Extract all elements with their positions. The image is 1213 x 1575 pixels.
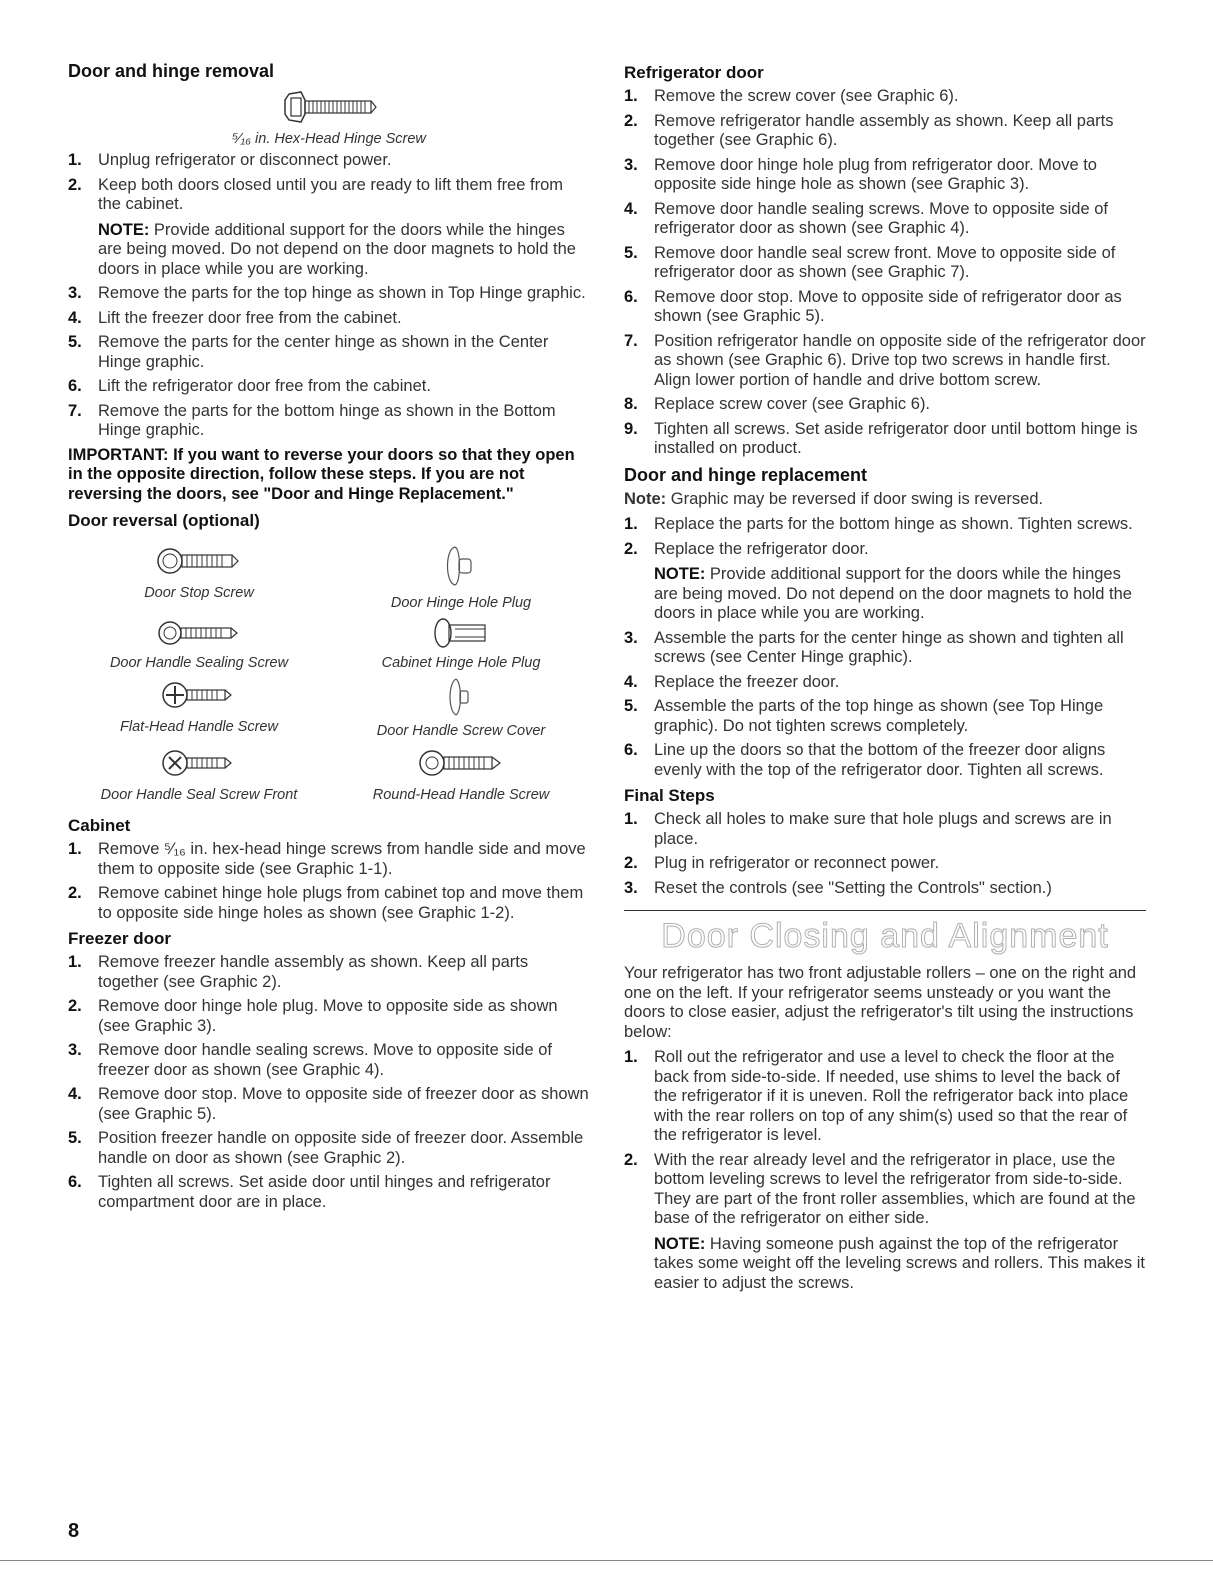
part-round-head-handle-screw: Round-Head Handle Screw xyxy=(330,743,592,803)
parts-grid xyxy=(68,541,590,803)
list-item: 2. Remove refrigerator handle assembly as shown. Keep all parts together (see Graphic 6). xyxy=(624,111,1114,149)
list-item: 6. Tighten all screws. Set aside door until hinges and refrigerator compartment door are in place. xyxy=(68,1173,551,1211)
list-item: 5. Assemble the parts of the top hinge as shown (see Top Hinge graphic). Do not tighten screws completely. xyxy=(624,697,1104,735)
part-flat-head-handle-screw: Flat-Head Handle Screw xyxy=(68,675,330,739)
door-closing-steps xyxy=(624,1048,1146,1293)
part-door-handle-screw-cover: Door Handle Screw Cover xyxy=(330,675,592,739)
list-item: 3. Reset the controls (see "Setting the Controls" section.) xyxy=(624,878,1052,897)
door-hinge-removal-steps xyxy=(68,151,590,441)
hex-head-hinge-screw-icon xyxy=(279,88,379,126)
replacement-note: Note: Graphic may be reversed if door swing is reversed. xyxy=(624,489,1044,508)
list-item: 1. Roll out the refrigerator and use a level to check the floor at the back from side-to-side. If needed, use shims to level the back of the refrigerator if it is uneven. Roll the refrigerator back into place with the rear rollers on top of any shim(s) used so that the rear of the refrigerator is level. xyxy=(624,1048,1129,1144)
list-item: 5. Remove the parts for the center hinge as shown in the Center Hinge graphic. xyxy=(68,333,549,371)
door-stop-screw-icon xyxy=(154,541,244,581)
list-item: 6. Remove door stop. Move to opposite side of refrigerator door as shown (see Graphic 5). xyxy=(624,287,1122,325)
round-head-handle-screw-icon xyxy=(416,743,506,783)
list-item: 7. Remove the parts for the bottom hinge as shown in the Bottom Hinge graphic. xyxy=(68,401,556,439)
list-item: 6. Line up the doors so that the bottom of the freezer door aligns evenly with the top of the refrigerator door. Tighten all screws. xyxy=(624,741,1106,779)
hex-head-hinge-screw-figure xyxy=(68,88,590,147)
door-closing-intro: Your refrigerator has two front adjustable rollers – one on the right and one on the left. If your refrigerator seems unsteady or you want the doors to close easier, adjust the refrigerator's tilt using the instructions below: xyxy=(624,964,1137,1041)
part-door-hinge-hole-plug: Door Hinge Hole Plug xyxy=(330,541,592,611)
door-reversal-heading: Door reversal (optional) xyxy=(68,511,260,530)
part-door-handle-sealing-screw: Door Handle Sealing Screw xyxy=(68,615,330,671)
door-hinge-replacement-heading: Door and hinge replacement xyxy=(624,464,868,485)
door-handle-screw-cover-icon xyxy=(436,675,486,719)
list-item: 3. Remove door handle sealing screws. Move to opposite side of freezer door as shown (see Graphic 4). xyxy=(68,1041,552,1079)
bottom-rule xyxy=(0,1560,1213,1561)
freezer-door-steps xyxy=(68,953,590,1212)
list-item: 1. Remove ⁵⁄₁₆ in. hex-head hinge screws from handle side and move them to opposite side (see Graphic 1-1). xyxy=(68,840,586,878)
list-item: 9. Tighten all screws. Set aside refrigerator door until bottom hinge is installed on product. xyxy=(624,419,1138,457)
list-item: 4. Remove door handle sealing screws. Move to opposite side of refrigerator door as shown (see Graphic 4). xyxy=(624,199,1108,237)
cabinet-heading: Cabinet xyxy=(68,816,131,835)
cabinet-steps xyxy=(68,840,590,923)
list-item: 2. Keep both doors closed until you are ready to lift them free from the cabinet. NOTE: Provide additional support for the doors while the hinges are being moved. Do not depend on the door magnets to hold the doors in place while you are working. xyxy=(68,176,590,280)
door-closing-alignment-title: Door Closing and Alignment xyxy=(661,917,1109,955)
cabinet-hinge-hole-plug-icon xyxy=(421,615,501,651)
page-number: 8 xyxy=(68,1520,80,1542)
list-item: 2. With the rear already level and the refrigerator in place, use the bottom leveling screws to level the refrigerator from side-to-side. They are part of the front roller assemblies, which are found at the base of the refrigerator on either side. NOTE: Having someone push against the top of the refrigerator takes some weight off the leveling screws and rollers. This makes it easier to adjust the screws. xyxy=(624,1150,1145,1292)
list-item: 2. Replace the refrigerator door. NOTE: Provide additional support for the doors while the hinges are being moved. Do not depend on the door magnets to hold the doors in place while you are working. xyxy=(624,540,1146,624)
door-hinge-hole-plug-icon xyxy=(431,541,491,591)
list-item: 4. Remove door stop. Move to opposite side of freezer door as shown (see Graphic 5). xyxy=(68,1085,589,1123)
door-handle-sealing-screw-icon xyxy=(154,615,244,651)
list-item: 1. Unplug refrigerator or disconnect power. xyxy=(68,151,392,169)
list-item: 1. Check all holes to make sure that hole plugs and screws are in place. xyxy=(624,810,1112,848)
refrigerator-door-heading: Refrigerator door xyxy=(624,63,764,82)
list-item: 5. Remove door handle seal screw front. Move to opposite side of refrigerator door as shown (see Graphic 7). xyxy=(624,243,1116,281)
list-item: 5. Position freezer handle on opposite side of freezer door. Assemble handle on door as shown (see Graphic 2). xyxy=(68,1129,584,1167)
list-item: 3. Remove the parts for the top hinge as shown in Top Hinge graphic. xyxy=(68,284,586,302)
section-divider xyxy=(624,910,1146,911)
list-item: 2. Remove cabinet hinge hole plugs from cabinet top and move them to opposite side hinge holes as shown (see Graphic 1-2). xyxy=(68,884,584,922)
refrigerator-door-steps xyxy=(624,87,1146,459)
left-column xyxy=(68,60,590,1217)
list-item: 4. Replace the freezer door. xyxy=(624,672,840,691)
list-item: 8. Replace screw cover (see Graphic 6). xyxy=(624,395,931,413)
part-door-handle-seal-screw-front: Door Handle Seal Screw Front xyxy=(68,743,330,803)
list-item: 1. Remove freezer handle assembly as shown. Keep all parts together (see Graphic 2). xyxy=(68,953,529,991)
note: NOTE: Provide additional support for the doors while the hinges are being moved. Do not depend on the door magnets to hold the doors in place while you are working. xyxy=(98,220,576,278)
right-column xyxy=(624,60,1146,1298)
part-door-stop-screw: Door Stop Screw xyxy=(68,541,330,611)
list-item: 3. Remove door hinge hole plug from refrigerator door. Move to opposite side hinge hole as shown (see Graphic 3). xyxy=(624,155,1097,193)
list-item: 1. Replace the parts for the bottom hinge as shown. Tighten screws. xyxy=(624,515,1133,533)
door-handle-seal-screw-front-icon xyxy=(159,743,239,783)
list-item: 7. Position refrigerator handle on opposite side of the refrigerator door as shown (see Graphic 6). Drive top two screws in handle first. Align lower portion of handle and drive bottom screw. xyxy=(624,331,1146,389)
part-cabinet-hinge-hole-plug: Cabinet Hinge Hole Plug xyxy=(330,615,592,671)
list-item: 2. Remove door hinge hole plug. Move to opposite side as shown (see Graphic 3). xyxy=(68,997,558,1035)
final-steps-list xyxy=(624,810,1146,898)
list-item: 2. Plug in refrigerator or reconnect power. xyxy=(624,854,940,872)
door-hinge-replacement-steps xyxy=(624,515,1146,780)
list-item: 3. Assemble the parts for the center hinge as shown and tighten all screws (see Center Hinge graphic). xyxy=(624,628,1124,666)
note: NOTE: Provide additional support for the doors while the hinges are being moved. Do not depend on the door magnets to hold the doors in place while you are working. xyxy=(654,565,1132,622)
important-notice: IMPORTANT: If you want to reverse your doors so that they open in the opposite direction, follow these steps. If you are not reversing the doors, see "Door and Hinge Replacement." xyxy=(68,445,575,503)
list-item: 1. Remove the screw cover (see Graphic 6). xyxy=(624,87,959,105)
note: NOTE: Having someone push against the top of the refrigerator takes some weight off the leveling screws and rollers. This makes it easier to adjust the screws. xyxy=(654,1234,1145,1292)
list-item: 4. Lift the freezer door free from the cabinet. xyxy=(68,308,402,327)
final-steps-heading: Final Steps xyxy=(624,786,715,805)
list-item: 6. Lift the refrigerator door free from the cabinet. xyxy=(68,377,431,395)
hex-head-hinge-screw-caption: ⁵⁄₁₆ in. Hex-Head Hinge Screw xyxy=(232,131,426,147)
flat-head-handle-screw-icon xyxy=(159,675,239,715)
door-hinge-removal-heading: Door and hinge removal xyxy=(68,61,275,81)
freezer-door-heading: Freezer door xyxy=(68,929,171,948)
